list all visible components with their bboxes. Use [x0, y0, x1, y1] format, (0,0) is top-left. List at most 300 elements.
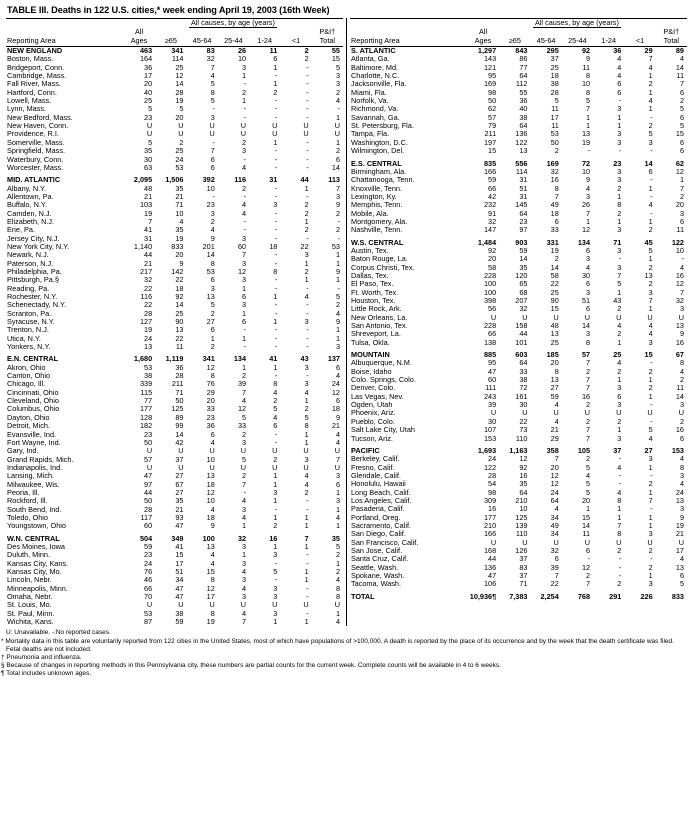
value-cell: 93: [175, 512, 184, 522]
value-cell: U: [584, 312, 591, 322]
value-cell: 14: [675, 391, 684, 401]
value-cell: 14: [175, 300, 184, 310]
value-cell: 398: [483, 296, 497, 305]
value-cell: 76: [144, 567, 153, 576]
value-cell: 1,119: [165, 354, 184, 364]
value-cell: 59: [144, 541, 153, 551]
value-cell: 2: [210, 308, 215, 318]
value-cell: -: [306, 146, 309, 156]
value-cell: -: [650, 554, 653, 564]
value-cell: 4: [273, 387, 278, 397]
value-cell: 5: [679, 104, 684, 114]
value-cell: 3: [210, 112, 215, 122]
value-cell: 53: [144, 608, 153, 618]
value-cell: 3: [242, 62, 247, 72]
value-cell: 7: [679, 79, 684, 89]
value-cell: 38: [550, 79, 559, 89]
value-cell: -: [243, 216, 247, 226]
value-cell: 5: [335, 292, 340, 301]
value-cell: 11: [269, 46, 278, 56]
value-cell: -: [650, 400, 653, 410]
value-cell: 19: [175, 96, 184, 106]
value-cell: 1: [335, 487, 340, 497]
value-cell: -: [306, 504, 309, 514]
value-cell: 25: [144, 96, 153, 106]
value-cell: U: [146, 462, 153, 472]
value-cell: -: [306, 342, 309, 352]
reporting-area-cell: Detroit, Mich.: [7, 422, 50, 431]
value-cell: 8: [586, 337, 591, 347]
value-cell: 1: [210, 333, 215, 343]
reporting-area-cell: Las Vegas, Nev.: [351, 392, 404, 401]
value-cell: 2: [304, 208, 309, 218]
value-cell: 143: [483, 54, 497, 64]
reporting-area-cell: Albany, N.Y.: [7, 184, 47, 193]
value-cell: 32: [519, 304, 528, 314]
value-cell: 111: [485, 383, 497, 393]
value-cell: 2: [648, 366, 653, 376]
reporting-area-cell: Des Moines, Iowa: [7, 542, 65, 551]
reporting-area-cell: PACIFIC: [351, 446, 380, 455]
value-cell: 48: [550, 321, 559, 331]
value-cell: -: [243, 104, 247, 114]
value-cell: 3: [304, 250, 309, 260]
value-cell: 7: [554, 191, 559, 201]
value-cell: 18: [550, 208, 559, 218]
value-cell: 2: [335, 300, 340, 310]
value-cell: 59: [488, 175, 497, 185]
value-cell: 83: [519, 562, 528, 572]
value-cell: 90: [175, 317, 184, 327]
reporting-area-cell: Somerville, Mass.: [7, 138, 65, 147]
value-cell: U: [146, 121, 153, 131]
table-row: [6, 114, 343, 122]
value-cell: 27: [644, 445, 653, 455]
value-cell: 34: [550, 512, 559, 522]
value-cell: 2: [648, 383, 653, 393]
value-cell: 1: [617, 504, 622, 514]
reporting-area-cell: San Antonio, Tex.: [351, 322, 408, 331]
value-cell: 6: [335, 479, 340, 489]
value-cell: -: [306, 233, 309, 243]
value-cell: 232: [483, 200, 497, 210]
value-cell: 1: [242, 308, 247, 318]
value-cell: 2: [273, 521, 278, 531]
value-cell: 177: [139, 404, 153, 414]
value-cell: 2: [648, 479, 653, 489]
value-cell: 5: [648, 425, 653, 435]
value-cell: 5: [335, 541, 340, 551]
value-cell: 67: [675, 350, 684, 360]
value-cell: 228: [483, 270, 497, 280]
value-cell: 6: [679, 216, 684, 226]
value-cell: -: [650, 504, 653, 514]
value-cell: 210: [515, 495, 528, 505]
value-cell: 15: [488, 146, 497, 156]
value-cell: U: [240, 462, 247, 472]
value-cell: 127: [139, 317, 153, 327]
value-cell: 7: [335, 454, 340, 464]
value-cell: 21: [144, 191, 153, 201]
value-cell: -: [306, 162, 309, 172]
value-cell: 13: [175, 325, 184, 335]
value-cell: 1: [242, 283, 247, 293]
value-cell: 6: [210, 162, 215, 172]
value-cell: -: [306, 87, 309, 97]
value-cell: 1: [242, 71, 247, 81]
value-cell: 19: [206, 617, 215, 627]
reporting-area-cell: Tacoma, Wash.: [351, 580, 402, 589]
value-cell: 13: [144, 342, 153, 352]
value-cell: 3: [586, 329, 591, 339]
value-cell: 4: [335, 96, 340, 106]
value-cell: 7: [554, 454, 559, 464]
value-cell: 136: [483, 562, 497, 572]
value-cell: 2: [179, 137, 184, 147]
reporting-area-cell: NEW ENGLAND: [7, 46, 63, 56]
reporting-area-cell: Duluth, Minn.: [7, 551, 50, 560]
value-cell: 22: [550, 279, 559, 289]
table-row: [350, 530, 687, 538]
reporting-area-cell: Columbus, Ohio: [7, 405, 60, 414]
value-cell: 3: [210, 283, 215, 293]
reporting-area-cell: Savannah, Ga.: [351, 113, 400, 122]
value-cell: 1: [242, 96, 247, 106]
reporting-area-cell: Long Beach, Calif.: [351, 488, 411, 497]
value-cell: 2: [617, 366, 622, 376]
value-cell: 22: [300, 241, 309, 251]
value-cell: 126: [515, 545, 528, 555]
value-cell: 1,484: [477, 237, 497, 247]
value-cell: 4: [648, 62, 653, 72]
value-cell: 2: [679, 375, 684, 385]
spacer-cell: [6, 19, 123, 29]
value-cell: 2: [242, 183, 247, 193]
reporting-area-cell: Chattanooga, Tenn.: [351, 176, 415, 185]
value-cell: 5: [242, 454, 247, 464]
value-cell: 1: [648, 571, 653, 580]
value-cell: 1: [242, 333, 247, 343]
value-cell: 3: [273, 487, 278, 497]
value-cell: 20: [675, 200, 684, 210]
value-cell: U: [178, 446, 184, 456]
value-cell: 1,693: [477, 445, 497, 455]
value-cell: 19: [675, 520, 684, 530]
value-cell: 12: [675, 166, 684, 176]
value-cell: 10,936¶: [469, 591, 497, 601]
value-cell: 60: [144, 521, 153, 531]
value-cell: 30: [488, 416, 497, 426]
reporting-area-cell: S. ATLANTIC: [351, 46, 396, 56]
value-cell: 1,680: [133, 354, 153, 364]
value-cell: -: [274, 258, 278, 268]
value-cell: 17: [206, 592, 215, 602]
reporting-area-cell: Colo. Springs, Colo.: [351, 376, 416, 385]
reporting-area-cell: Gary, Ind.: [7, 447, 39, 456]
value-cell: 24: [175, 154, 184, 164]
value-cell: 59: [175, 617, 184, 627]
reporting-area-cell: Boston, Mass.: [7, 55, 54, 64]
value-cell: 110: [515, 433, 528, 443]
value-cell: 13: [675, 321, 684, 331]
value-cell: 2: [242, 429, 247, 439]
table-row: [350, 401, 687, 409]
value-cell: 145: [515, 200, 528, 210]
value-cell: 10: [206, 496, 215, 506]
value-cell: -: [681, 254, 684, 264]
value-cell: 4: [679, 262, 684, 272]
reporting-area-cell: Schenectady, N.Y.: [7, 301, 66, 310]
reporting-area-cell: Yonkers, N.Y.: [7, 343, 51, 352]
value-cell: 169: [546, 158, 559, 168]
value-cell: 28: [175, 87, 184, 97]
value-cell: -: [306, 608, 309, 618]
value-cell: U: [553, 408, 559, 418]
reporting-area-cell: Reading, Pa.: [7, 284, 50, 293]
value-cell: 7: [304, 533, 309, 543]
value-cell: 10: [519, 504, 528, 514]
value-cell: 14: [331, 162, 340, 172]
value-cell: 4: [586, 262, 591, 272]
value-cell: 2: [617, 545, 622, 555]
value-cell: 2: [679, 96, 684, 106]
value-cell: -: [337, 283, 340, 293]
value-cell: 63: [144, 162, 153, 172]
value-cell: 4: [648, 321, 653, 331]
value-cell: 26: [581, 200, 591, 210]
value-cell: 15: [331, 54, 340, 64]
value-cell: 113: [328, 175, 340, 185]
value-cell: 4: [586, 183, 591, 193]
value-cell: 4: [679, 479, 684, 489]
value-cell: U: [334, 462, 340, 472]
value-cell: 13: [675, 495, 684, 505]
value-cell: 1: [273, 137, 278, 147]
value-cell: -: [306, 137, 309, 147]
value-cell: 4: [617, 321, 622, 331]
value-cell: 2: [586, 366, 591, 376]
value-cell: 7: [586, 375, 591, 385]
value-cell: 3: [648, 287, 653, 297]
value-cell: 36: [519, 96, 528, 106]
value-cell: 20: [175, 250, 184, 260]
value-cell: 20: [488, 254, 497, 264]
value-cell: 15: [206, 567, 215, 576]
value-cell: 47: [175, 592, 184, 602]
value-cell: 24: [331, 379, 340, 389]
value-cell: 13: [206, 541, 215, 551]
value-cell: 166: [483, 529, 497, 539]
reporting-area-cell: Mobile, Ala.: [351, 209, 389, 218]
value-cell: 2,095: [133, 175, 153, 185]
right-col-pi: P&I† Total: [663, 27, 680, 45]
value-cell: 13: [206, 471, 215, 481]
table-row: [350, 305, 687, 313]
value-cell: 885: [483, 350, 497, 360]
value-cell: 13: [581, 129, 591, 139]
value-cell: 2: [648, 562, 653, 572]
value-cell: 4: [617, 62, 622, 72]
value-cell: 177: [483, 512, 497, 522]
reporting-area-cell: Denver, Colo.: [351, 384, 396, 393]
table-row: [6, 335, 343, 343]
value-cell: U: [584, 537, 591, 547]
reporting-area-cell: Lowell, Mass.: [7, 97, 52, 106]
reporting-area-cell: Dallas, Tex.: [351, 271, 389, 280]
value-cell: 66: [488, 329, 497, 339]
reporting-area-cell: Philadelphia, Pa.: [7, 267, 62, 276]
value-cell: 125: [171, 404, 184, 414]
value-cell: 1: [617, 216, 622, 226]
value-cell: 19: [144, 208, 153, 218]
value-cell: 11: [175, 342, 184, 352]
value-cell: 97: [519, 225, 528, 235]
value-cell: 18: [206, 512, 215, 522]
value-cell: 3: [335, 79, 340, 89]
value-cell: 1: [335, 112, 340, 122]
value-cell: 3: [679, 504, 684, 514]
value-cell: -: [243, 112, 247, 122]
value-cell: -: [274, 371, 278, 381]
value-cell: U: [303, 462, 309, 472]
value-cell: 13: [206, 292, 215, 301]
value-cell: 6: [242, 292, 247, 301]
value-cell: 101: [515, 337, 528, 347]
value-cell: 7: [679, 183, 684, 193]
value-cell: 182: [139, 421, 153, 431]
value-cell: -: [618, 562, 622, 572]
value-cell: U: [303, 121, 309, 131]
value-cell: 1: [304, 617, 309, 627]
value-cell: 3: [210, 208, 215, 218]
value-cell: 134: [233, 354, 247, 364]
right-table-column: [350, 18, 687, 601]
value-cell: 10: [175, 208, 184, 218]
value-cell: 28: [144, 504, 153, 514]
reporting-area-cell: Fort Wayne, Ind.: [7, 438, 61, 447]
reporting-area-cell: New Orleans, La.: [351, 313, 408, 322]
value-cell: 2: [304, 404, 309, 414]
value-cell: 3: [679, 208, 684, 218]
value-cell: 2: [242, 137, 247, 147]
value-cell: 3: [304, 379, 309, 389]
value-cell: 71: [175, 200, 184, 210]
table-row: [6, 456, 343, 464]
value-cell: 12: [237, 404, 247, 414]
value-cell: 5: [679, 121, 684, 131]
value-cell: 35: [519, 479, 528, 489]
value-cell: 9: [586, 175, 591, 185]
footnote-0: U: Unavailable. -:No reported cases.: [6, 629, 111, 637]
table-row: [6, 618, 343, 626]
left-col-area: Reporting Area: [7, 35, 56, 45]
value-cell: 2: [679, 191, 684, 201]
value-cell: 51: [519, 183, 528, 193]
value-cell: 19: [144, 325, 153, 335]
value-cell: -: [243, 154, 247, 164]
value-cell: 3: [648, 454, 653, 464]
value-cell: 18: [331, 404, 340, 414]
value-cell: 139: [515, 520, 528, 530]
reporting-area-cell: Albuquerque, N.M.: [351, 359, 412, 368]
value-cell: -: [306, 96, 309, 106]
value-cell: 32: [550, 166, 559, 176]
value-cell: 44: [488, 554, 497, 564]
value-cell: 10: [206, 454, 215, 464]
value-cell: 11: [676, 225, 684, 235]
reporting-area-cell: W.S. CENTRAL: [351, 238, 404, 247]
reporting-area-cell: Buffalo, N.Y.: [7, 201, 47, 210]
value-cell: 112: [515, 79, 528, 89]
value-cell: 60: [237, 241, 247, 251]
value-cell: 2: [210, 342, 215, 352]
value-cell: 37: [175, 454, 184, 464]
value-cell: 35: [331, 533, 340, 543]
reporting-area-cell: Canton, Ohio: [7, 372, 50, 381]
value-cell: -: [274, 342, 278, 352]
value-cell: 29: [550, 433, 559, 443]
value-cell: 89: [675, 46, 684, 56]
value-cell: 5: [586, 479, 591, 489]
table-row: [6, 439, 343, 447]
value-cell: 2: [273, 87, 278, 97]
reporting-area-cell: Evansville, Ind.: [7, 430, 57, 439]
value-cell: 1: [617, 191, 622, 201]
value-cell: 35: [144, 146, 153, 156]
value-cell: 4: [335, 371, 340, 381]
value-cell: -: [306, 62, 309, 72]
value-cell: 6: [679, 112, 684, 122]
value-cell: 1: [273, 471, 278, 481]
value-cell: 1: [648, 462, 653, 472]
table-row-total: [350, 593, 687, 601]
value-cell: -: [306, 104, 309, 114]
value-cell: 1: [273, 317, 278, 327]
value-cell: 55: [519, 87, 528, 97]
value-cell: 16: [488, 504, 497, 514]
value-cell: 4: [304, 292, 309, 301]
value-cell: 115: [140, 387, 153, 397]
value-cell: 3: [273, 592, 278, 602]
value-cell: 90: [550, 296, 559, 305]
value-cell: 2: [304, 46, 309, 56]
value-cell: 6: [335, 154, 340, 164]
value-cell: 99: [175, 421, 184, 431]
value-cell: 51: [581, 296, 591, 305]
value-cell: 25: [550, 337, 559, 347]
value-cell: -: [306, 583, 309, 593]
value-cell: U: [240, 446, 247, 456]
value-cell: 23: [144, 550, 153, 560]
left-col-all-ages: All Ages: [130, 27, 148, 45]
value-cell: -: [587, 146, 591, 156]
value-cell: 3: [335, 471, 340, 481]
value-cell: 7: [648, 54, 653, 64]
value-cell: -: [306, 325, 309, 335]
value-cell: -: [274, 96, 278, 106]
value-cell: -: [243, 325, 247, 335]
value-cell: 35: [175, 183, 184, 193]
value-cell: 3: [679, 470, 684, 480]
reporting-area-cell: Youngstown, Ohio: [7, 522, 66, 531]
value-cell: 833: [671, 591, 684, 601]
value-cell: 23: [144, 112, 153, 122]
reporting-area-cell: Ft. Worth, Tex.: [351, 288, 399, 297]
table-row: [6, 97, 343, 105]
value-cell: 2: [335, 146, 340, 156]
value-cell: 114: [171, 54, 184, 64]
value-cell: 4: [210, 71, 215, 81]
